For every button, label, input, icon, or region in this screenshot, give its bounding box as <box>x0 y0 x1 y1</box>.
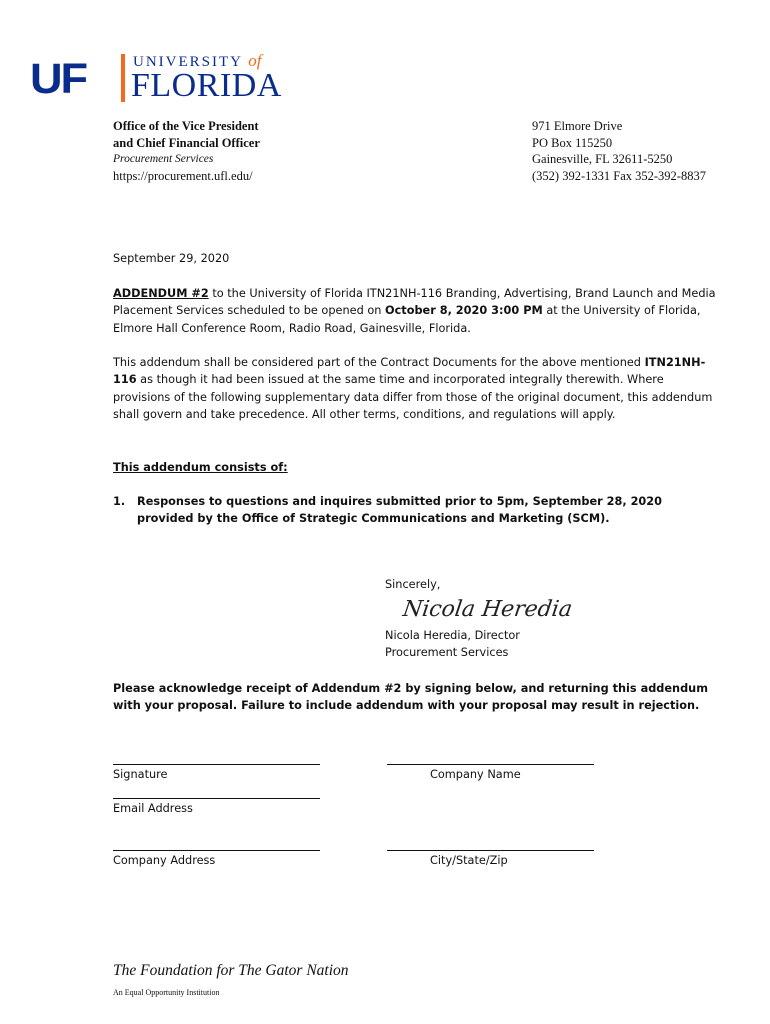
addendum-number: ADDENDUM #2 <box>113 287 209 300</box>
address-po-box: PO Box 115250 <box>532 135 613 150</box>
paragraph-1-text-a: to the University of Florida ITN21NH-116 Branding, Advertising, Brand Launch and Media Placement Services scheduled to be opened on <box>113 287 716 318</box>
address-city: Gainesville, FL 32611-5250 <box>532 152 673 166</box>
logo-divider-bar <box>121 54 125 102</box>
signature-line[interactable] <box>113 764 320 765</box>
office-department: Procurement Services <box>113 153 214 165</box>
office-line-1: Office of the Vice President <box>113 119 259 133</box>
office-line-2: and Chief Financial Officer <box>113 135 260 150</box>
footer-eeo: An Equal Opportunity Institution <box>113 988 220 997</box>
letter-date: September 29, 2020 <box>113 252 230 265</box>
company-name-label: Company Name <box>430 768 521 781</box>
acknowledge-notice: Please acknowledge receipt of Addendum #2 by signing below, and returning this addendum with your proposal. Failure to include addendum with your proposal may result in rejection. <box>113 682 708 713</box>
company-address-label: Company Address <box>113 854 216 867</box>
paragraph-contract <box>113 354 717 423</box>
footer-tagline: The Foundation for The Gator Nation <box>113 962 349 979</box>
handwritten-signature: Nicola Heredia <box>401 597 574 622</box>
uf-monogram: UF <box>30 55 86 103</box>
company-name-line[interactable] <box>387 764 594 765</box>
signer-department: Procurement Services <box>385 646 509 659</box>
item-1-text: Responses to questions and inquires submitted prior to 5pm, September 28, 2020 provided by the Office of Strategic Communications and Marketing (SCM). <box>137 495 663 526</box>
consists-heading: This addendum consists of: <box>113 461 288 474</box>
logo-university-word: UNIVERSITY <box>133 54 243 70</box>
paragraph-addendum <box>113 285 717 337</box>
closing: Sincerely, <box>385 578 441 591</box>
email-address-label: Email Address <box>113 802 193 815</box>
office-website-link[interactable]: https://procurement.ufl.edu/ <box>113 168 253 183</box>
opening-datetime: October 8, 2020 3:00 PM <box>385 304 543 318</box>
logo-of-word: of <box>248 51 262 70</box>
paragraph-1-text-b: at the University of Florida, Elmore Hall Conference Room, Radio Road, Gainesville, Florida. <box>113 304 701 335</box>
itn-number: ITN21NH-116 <box>113 356 706 387</box>
address-phone-fax: (352) 392-1331 Fax 352-392-8837 <box>532 168 706 183</box>
email-address-line[interactable] <box>113 798 320 799</box>
company-address-line[interactable] <box>113 850 320 851</box>
logo-florida-word: FLORIDA <box>131 67 282 104</box>
letterhead-address <box>532 118 706 184</box>
city-state-zip-label: City/State/Zip <box>430 854 508 867</box>
address-street: 971 Elmore Drive <box>532 119 623 133</box>
signer-name: Nicola Heredia, Director <box>385 629 520 642</box>
paragraph-2-text-b: as though it had been issued at the same time and incorporated integrally therewith. Where provisions of the following supplementary data differ from those of the original document, this addendum shall govern and take precedence. All other terms, conditions, and regulations will apply. <box>113 373 713 421</box>
item-1-number: 1. <box>113 495 126 508</box>
paragraph-2-text-a: This addendum shall be considered part of the Contract Documents for the above mentioned <box>113 356 645 369</box>
uf-logo <box>30 50 282 106</box>
city-state-zip-line[interactable] <box>387 850 594 851</box>
letterhead-office <box>113 118 260 184</box>
signature-label: Signature <box>113 768 168 781</box>
